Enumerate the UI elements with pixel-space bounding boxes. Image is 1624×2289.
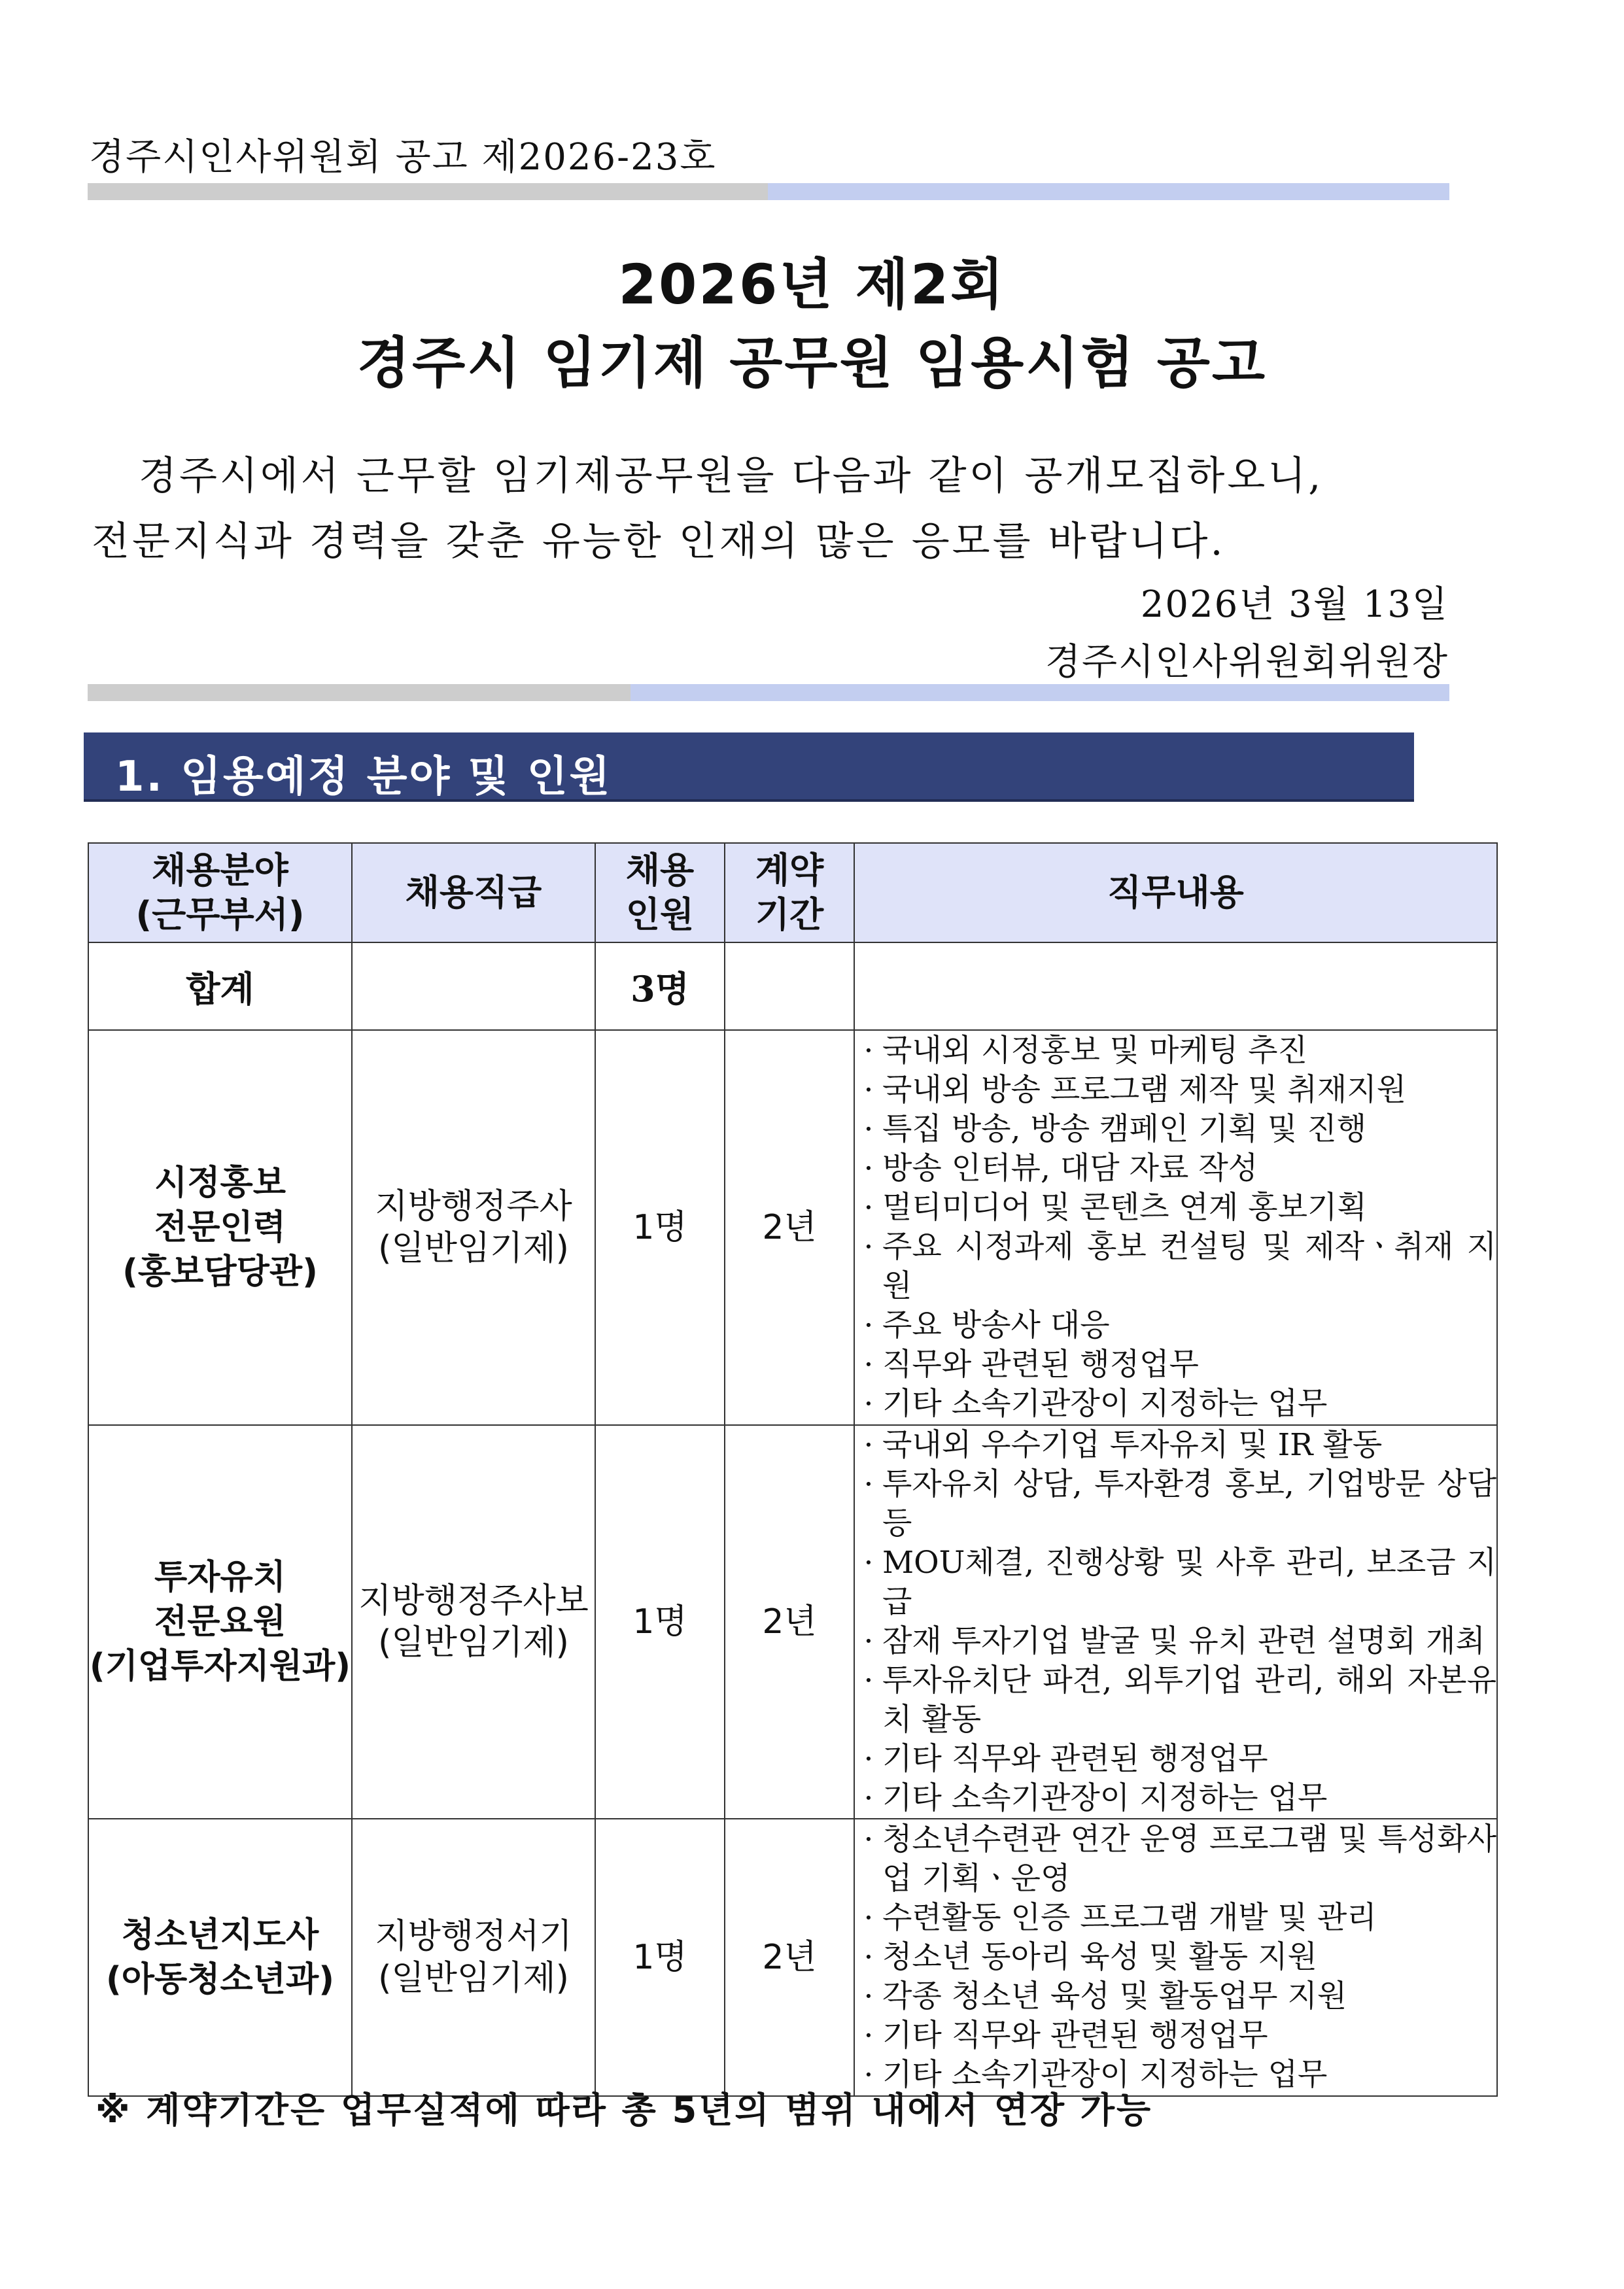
duty-item: · 방송 인터뷰, 대담 자료 작성 xyxy=(863,1150,1258,1186)
header-field: 채용분야 (근무부서) xyxy=(88,843,352,942)
page-title-line2: 경주시 임기제 공무원 임용시험 공고 xyxy=(356,331,1268,395)
period-cell: 2년 xyxy=(725,1819,854,2096)
duty-item: · 국내외 우수기업 투자유치 및 IR 활동 xyxy=(863,1427,1383,1463)
total-count: 3명 xyxy=(595,942,725,1030)
total-grade-empty xyxy=(352,942,595,1030)
table-row xyxy=(88,1030,1497,1425)
notice-number: 경주시인사위원회 공고 제2026-23호 xyxy=(89,136,717,179)
duty-item: · 각종 청소년 육성 및 활동업무 지원 xyxy=(863,1978,1347,2014)
duty-item: · 국내외 시정홍보 및 마케팅 추진 xyxy=(863,1033,1307,1069)
total-period-empty xyxy=(725,942,854,1030)
grade-cell: 지방행정주사보 (일반임기제) xyxy=(352,1425,595,1819)
recruitment-table xyxy=(88,842,1498,2097)
duties-cell xyxy=(854,1425,1497,1819)
field-cell: 투자유치 전문요원 (기업투자지원과) xyxy=(88,1425,352,1819)
duty-item: · 특집 방송, 방송 캠페인 기획 및 진행 xyxy=(863,1111,1367,1147)
intro-text-line1: 경주시에서 근무할 임기제공무원을 다음과 같이 공개모집하오니, xyxy=(139,453,1324,499)
header-duties: 직무내용 xyxy=(854,843,1497,942)
page-title-line1: 2026년 제2회 xyxy=(618,252,1006,317)
total-label: 합계 xyxy=(88,942,352,1030)
section-title: 1. 임용예정 분야 및 인원 xyxy=(115,753,612,801)
duty-item: · 기타 소속기관장이 지정하는 업무 xyxy=(863,1780,1328,1816)
intro-text-line2: 전문지식과 경력을 갖춘 유능한 인재의 많은 응모를 바랍니다. xyxy=(92,519,1226,564)
duty-item: · 수련활동 인증 프로그램 개발 및 관리 xyxy=(863,1900,1377,1936)
top-divider-bar xyxy=(88,183,1449,200)
count-cell: 1명 xyxy=(595,1425,725,1819)
duty-item: · 기타 소속기관장이 지정하는 업무 xyxy=(863,2057,1328,2093)
duty-item: · 투자유치 상담, 투자환경 홍보, 기업방문 상담 등 xyxy=(863,1466,1496,1541)
duty-item: · 기타 직무와 관련된 행정업무 xyxy=(863,1741,1268,1777)
duty-item: · 멀티미디어 및 콘텐츠 연계 홍보기획 xyxy=(863,1190,1367,1226)
duty-item: · 주요 방송사 대응 xyxy=(863,1307,1110,1343)
duty-item: · 잠재 투자기업 발굴 및 유치 관련 설명회 개최 xyxy=(863,1623,1485,1659)
duties-cell xyxy=(854,1030,1497,1425)
duty-item: · 주요 시정과제 홍보 컨설팅 및 제작ㆍ취재 지원 xyxy=(863,1229,1496,1304)
header-grade: 채용직급 xyxy=(352,843,595,942)
table-row xyxy=(88,1819,1497,2096)
contract-note: ※ 계약기간은 업무실적에 따라 총 5년의 범위 내에서 연장 가능 xyxy=(95,2090,1153,2131)
notice-date: 2026년 3월 13일 xyxy=(1140,583,1449,626)
duty-item: · 직무와 관련된 행정업무 xyxy=(863,1347,1199,1383)
total-duties-empty xyxy=(854,942,1497,1030)
period-cell: 2년 xyxy=(725,1425,854,1819)
field-cell: 시정홍보 전문인력 (홍보담당관) xyxy=(88,1030,352,1425)
duty-item: · 청소년 동아리 육성 및 활동 지원 xyxy=(863,1939,1317,1975)
header-period: 계약 기간 xyxy=(725,843,854,942)
duty-item: · 국내외 방송 프로그램 제작 및 취재지원 xyxy=(863,1072,1407,1108)
count-cell: 1명 xyxy=(595,1819,725,2096)
duties-cell xyxy=(854,1819,1497,2096)
duty-item: · 투자유치단 파견, 외투기업 관리, 해외 자본유치 활동 xyxy=(863,1662,1496,1738)
count-cell: 1명 xyxy=(595,1030,725,1425)
duty-item: · 청소년수련관 연간 운영 프로그램 및 특성화사업 기획ㆍ운영 xyxy=(863,1821,1496,1897)
table-row xyxy=(88,1425,1497,1819)
grade-cell: 지방행정주사 (일반임기제) xyxy=(352,1030,595,1425)
header-count: 채용 인원 xyxy=(595,843,725,942)
period-cell: 2년 xyxy=(725,1030,854,1425)
duty-item: · MOU체결, 진행상황 및 사후 관리, 보조금 지급 xyxy=(863,1545,1496,1620)
duty-item: · 기타 직무와 관련된 행정업무 xyxy=(863,2018,1268,2054)
table-total-row xyxy=(88,942,1497,1030)
middle-divider-bar xyxy=(88,684,1449,701)
grade-cell: 지방행정서기 (일반임기제) xyxy=(352,1819,595,2096)
duty-item: · 기타 소속기관장이 지정하는 업무 xyxy=(863,1386,1328,1422)
field-cell: 청소년지도사 (아동청소년과) xyxy=(88,1819,352,2096)
issuer-name: 경주시인사위원회위원장 xyxy=(1045,641,1449,683)
section-header xyxy=(84,732,1414,802)
table-header-row xyxy=(88,843,1497,942)
